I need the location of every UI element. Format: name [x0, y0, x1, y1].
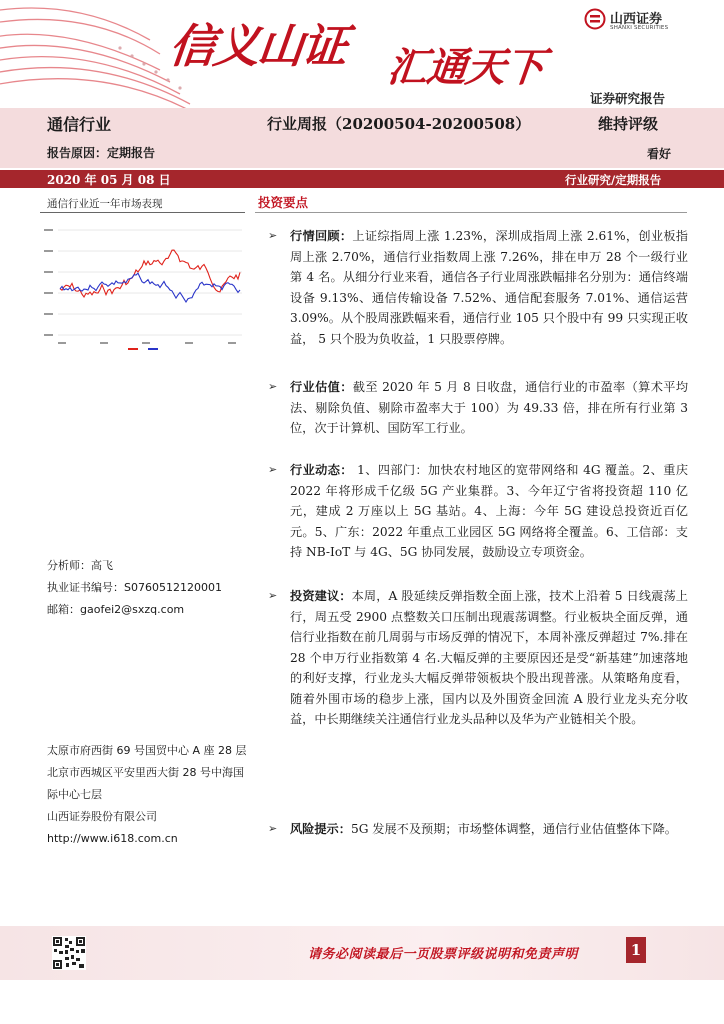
top-banner	[0, 0, 724, 108]
bullet-text: 上证综指周上涨 1.23%，深圳成指周上涨 2.61%，创业板指周上涨 2.70%，通信行业指数周上涨 7.26%，排在申万 28 个一级行业第 4 名。从细分行业来看，通信各子行业周涨跌幅排名分别为：通信终端设备 9.13%、通信传输设备 7.52%、通信配套服务 7.01%、通信运营 3.09%。从个股周涨跌幅来看，通信行业 105 只个股中有 99 只实现正收益， 5 只个股为负收益，1 只股票停牌。	[290, 229, 688, 346]
legend-mark-a	[128, 348, 138, 350]
y-tick	[44, 271, 53, 273]
bullet-valuation	[268, 377, 688, 439]
bullet-label: 行业动态：	[290, 463, 353, 477]
y-tick	[44, 292, 53, 294]
bullet-text: 5G 发展不及预期；市场整体调整，通信行业估值整体下降。	[350, 822, 677, 836]
arrow-bullet-icon: ➢	[268, 380, 278, 393]
chart-title-rule	[40, 212, 245, 213]
logo-subtitle: SHANXI SECURITIES	[610, 25, 669, 31]
y-tick	[44, 313, 53, 315]
y-tick	[44, 229, 53, 231]
company-url[interactable]: http://www.i618.com.cn	[47, 832, 178, 845]
bullet-risk	[268, 819, 688, 840]
bullet-investment-advice	[268, 586, 688, 730]
page-number: 1	[626, 937, 646, 963]
arrow-bullet-icon: ➢	[268, 229, 278, 242]
logo-name: 山西证券	[610, 12, 663, 27]
report-reason: 报告原因：定期报告	[47, 146, 156, 160]
address-line-3: 际中心七层	[47, 788, 102, 801]
chart-title: 通信行业近一年市场表现	[47, 198, 163, 210]
bullet-text: 截至 2020 年 5 月 8 日收盘，通信行业的市盈率（算术平均法、剔除负值、剔除市盈率大于 100）为 49.33 倍，排在所有行业第 3 位，次于计算机、国防军工行业。	[290, 380, 689, 435]
market-chart	[40, 218, 245, 353]
x-tick	[58, 342, 66, 344]
y-tick	[44, 334, 53, 336]
rating: 维持评级	[598, 115, 659, 133]
company-name: 山西证券股份有限公司	[47, 810, 157, 823]
bullet-text: 本周，A 股延续反弹指数全面上涨，技术上沿着 5 日线震荡上行，周五受 2900 点整数关口压制出现震荡调整。行业板块全面反弹，通信行业指数在前几周弱与市场反弹的情况下，本周补涨反弹超过 7%.排在 28 个申万行业指数第 4 名.大幅反弹的主要原因还是受“新基建”加速落地的利好支撑，行业龙头大幅反弹带领板块个股出现普涨。从策略角度看，随着外围市场的稳步上涨，国内以及外围资金回流 A 股行业龙头充分收益，中长期继续关注通信行业龙头品种以及华为产业链相关个股。	[290, 589, 688, 726]
legend-mark-b	[148, 348, 158, 350]
report-date: 2020 年 05 月 08 日	[47, 173, 171, 187]
analyst-name: 分析师：高飞	[47, 559, 113, 572]
analyst-cert: 执业证书编号：S0760512120001	[47, 581, 222, 594]
slogan-right: 汇通天下	[385, 45, 547, 91]
bullet-label: 投资建议：	[290, 589, 352, 603]
section-title-rule	[255, 212, 687, 213]
y-tick	[44, 250, 53, 252]
qr-code	[52, 936, 86, 970]
company-logo	[584, 6, 684, 36]
footer-disclaimer: 请务必阅读最后一页股票评级说明和免责声明	[308, 947, 579, 962]
report-kind: 证券研究报告	[590, 91, 666, 106]
bullet-industry-news	[268, 460, 688, 563]
bullet-label: 行业估值：	[290, 380, 353, 394]
report-category: 行业研究/定期报告	[565, 173, 662, 187]
bullet-market-review	[268, 226, 688, 349]
address-line-1: 太原市府西街 69 号国贸中心 A 座 28 层	[47, 744, 247, 757]
bullet-label: 行情回顾：	[290, 229, 353, 243]
analyst-block	[47, 555, 222, 621]
x-tick	[142, 342, 150, 344]
report-title: 行业周报（20200504-20200508）	[267, 115, 531, 133]
bullet-label: 风险提示：	[290, 822, 351, 836]
bullet-text: 1、四部门：加快农村地区的宽带网络和 4G 覆盖。2、重庆 2022 年将形成千亿级 5G 产业集群。3、今年辽宁省将投资超 110 亿元，建成 2 万座以上 5G 基站。4、上海：今年 5G 建设总投资近百亿元。5、广东：2022 年重点工业园区 5G 网络将全覆盖。6、工信部：支持 NB-IoT 与 4G、5G 协同发展，鼓励设立专项资金。	[290, 463, 689, 559]
address-block	[47, 740, 247, 850]
section-title: 投资要点	[258, 195, 309, 210]
x-tick	[185, 342, 193, 344]
industry-name: 通信行业	[47, 115, 112, 134]
x-tick	[100, 342, 108, 344]
logo-mark-icon	[584, 8, 606, 30]
outlook: 看好	[647, 147, 672, 161]
slogan-left: 信义山证	[166, 19, 349, 73]
series-index-line	[60, 273, 240, 302]
x-tick	[228, 342, 236, 344]
arrow-bullet-icon: ➢	[268, 822, 278, 835]
address-line-2: 北京市西城区平安里西大街 28 号中海国	[47, 766, 244, 779]
analyst-email[interactable]: 邮箱：gaofei2@sxzq.com	[47, 603, 185, 616]
arrow-bullet-icon: ➢	[268, 589, 278, 602]
arrow-bullet-icon: ➢	[268, 463, 278, 476]
